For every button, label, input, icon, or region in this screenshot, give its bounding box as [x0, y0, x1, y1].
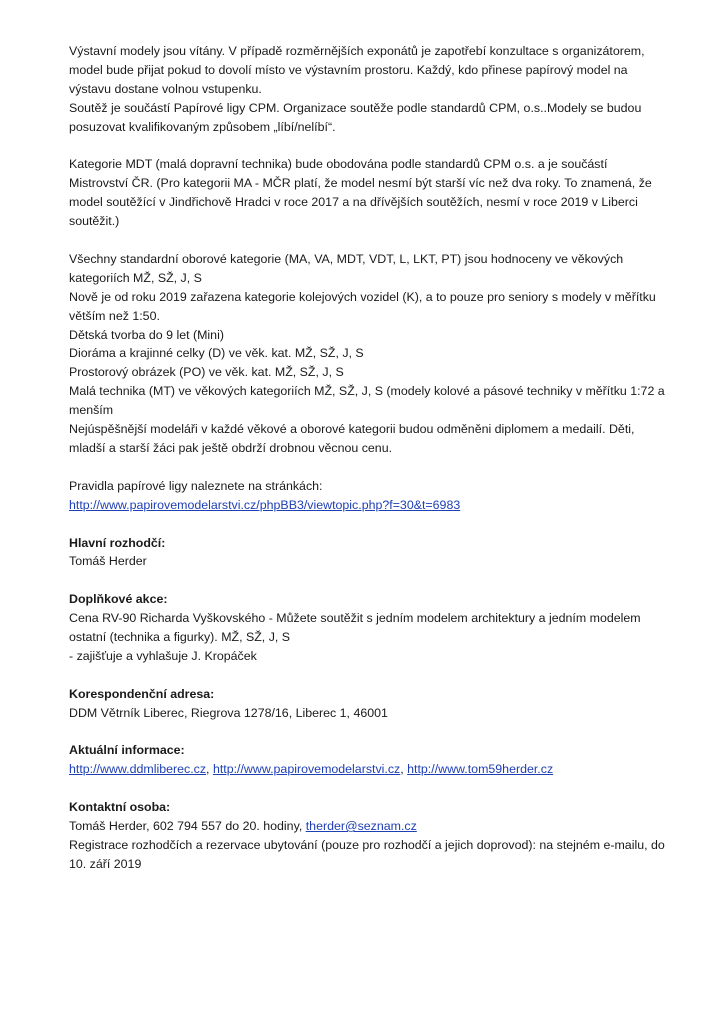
- info-heading: Aktuální informace:: [69, 743, 185, 758]
- judge-name: Tomáš Herder: [69, 554, 147, 569]
- rules-text: Pravidla papírové ligy naleznete na stránkách:: [69, 478, 323, 493]
- spacer: [69, 458, 669, 477]
- spacer: [69, 723, 669, 742]
- text-line: Malá technika (MT) ve věkových kategoriích MŽ, SŽ, J, S (modely kolové a pásové techniky v měřítku 1:72 a: [69, 384, 665, 399]
- mdt-paragraph: [69, 155, 669, 231]
- rules-link[interactable]: http://www.papirovemodelarstvi.cz/phpBB3/viewtopic.php?f=30&t=6983: [69, 497, 461, 512]
- text-line: Soutěž je součástí Papírové ligy CPM. Organizace soutěže podle standardů CPM, o.s..Modely se budou: [69, 100, 642, 115]
- info-links: [69, 760, 669, 779]
- contact-line: [69, 817, 669, 836]
- document-page: [69, 42, 669, 874]
- text-line: ostatní (technika a figurky). MŽ, SŽ, J, S: [69, 630, 291, 645]
- text-line: posuzovat kvalifikovaným způsobem „líbí/nelíbí“.: [69, 119, 336, 134]
- spacer: [69, 137, 669, 156]
- address-section: [69, 685, 669, 723]
- address-heading: Korespondenční adresa:: [69, 686, 215, 701]
- judge-section: [69, 534, 669, 572]
- text-line: Cena RV-90 Richarda Vyškovského - Můžete soutěžit s jedním modelem architektury a jedním modelem: [69, 611, 641, 626]
- text-line: větším než 1:50.: [69, 308, 160, 323]
- text-line: Nejúspěšnější modeláři v každé věkové a oborové kategorii budou odměněni diplomem a medailí. Děti,: [69, 422, 635, 437]
- separator: ,: [206, 762, 213, 777]
- text-line: Prostorový obrázek (PO) ve věk. kat. MŽ, SŽ, J, S: [69, 365, 344, 380]
- text-line: model soutěžící v Jindřichově Hradci v roce 2017 a na dřívějších soutěžích, nesmí v roce 2019 v Liberci: [69, 195, 638, 210]
- text-line: Výstavní modely jsou vítány. V případě rozměrnějších exponátů je zapotřebí konzultace s organizátorem,: [69, 44, 645, 58]
- contact-heading: Kontaktní osoba:: [69, 800, 171, 815]
- text-line: Všechny standardní oborové kategorie (MA, VA, MDT, VDT, L, LKT, PT) jsou hodnoceny ve věkových: [69, 251, 624, 266]
- text-line: kategoriích MŽ, SŽ, J, S: [69, 270, 202, 285]
- email-link[interactable]: therder@seznam.cz: [305, 819, 417, 834]
- registration-date: 10. září 2019: [69, 856, 142, 871]
- text-line: Dioráma a krajinné celky (D) ve věk. kat. MŽ, SŽ, J, S: [69, 346, 364, 361]
- separator: ,: [400, 762, 408, 777]
- info-section: [69, 741, 669, 779]
- text-line: model bude přijat pokud to dovolí místo ve výstavním prostoru. Každý, kdo přinese papírový model na: [69, 62, 628, 77]
- text-line: mladší a starší žáci pak ještě obdrží drobnou věcnou cenu.: [69, 441, 393, 455]
- spacer: [69, 515, 669, 534]
- text-line: soutěžit.): [69, 214, 120, 229]
- spacer: [69, 571, 669, 590]
- text-line: Kategorie MDT (malá dopravní technika) bude obodována podle standardů CPM o.s. a je součástí: [69, 157, 608, 172]
- spacer: [69, 666, 669, 685]
- categories-paragraph: [69, 250, 669, 458]
- ddm-link[interactable]: http://www.ddmliberec.cz: [69, 762, 207, 777]
- herder-link[interactable]: http://www.tom59herder.cz: [407, 762, 554, 777]
- spacer: [69, 779, 669, 798]
- extra-heading: Doplňkové akce:: [69, 592, 168, 607]
- address-text: DDM Větrník Liberec, Riegrova 1278/16, Liberec 1, 46001: [69, 705, 388, 720]
- text-line: výstavu dostane volnou vstupenku.: [69, 81, 262, 96]
- text-line: Dětská tvorba do 9 let (Mini): [69, 327, 224, 342]
- text-line: - zajišťuje a vyhlašuje J. Kropáček: [69, 648, 257, 663]
- text-line: menším: [69, 403, 114, 418]
- extra-section: [69, 590, 669, 666]
- text-line: Nově je od roku 2019 zařazena kategorie kolejových vozidel (K), a to pouze pro seniory s modely v měřítku: [69, 289, 656, 304]
- judge-heading: Hlavní rozhodčí:: [69, 535, 166, 550]
- text-line: Mistrovství ČR. (Pro kategorii MA - MČR platí, že model nesmí být starší víc než dva roky. To znamená, že: [69, 176, 652, 191]
- contact-text: Tomáš Herder, 602 794 557 do 20. hodiny,: [69, 819, 306, 834]
- papirove-link[interactable]: http://www.papirovemodelarstvi.cz: [212, 762, 401, 777]
- intro-paragraph: [69, 42, 669, 137]
- rules-section: [69, 477, 669, 515]
- contact-section: [69, 798, 669, 874]
- registration-text: Registrace rozhodčích a rezervace ubytování (pouze pro rozhodčí a jejich doprovod): na stejném e-mailu, do: [69, 837, 665, 852]
- spacer: [69, 231, 669, 250]
